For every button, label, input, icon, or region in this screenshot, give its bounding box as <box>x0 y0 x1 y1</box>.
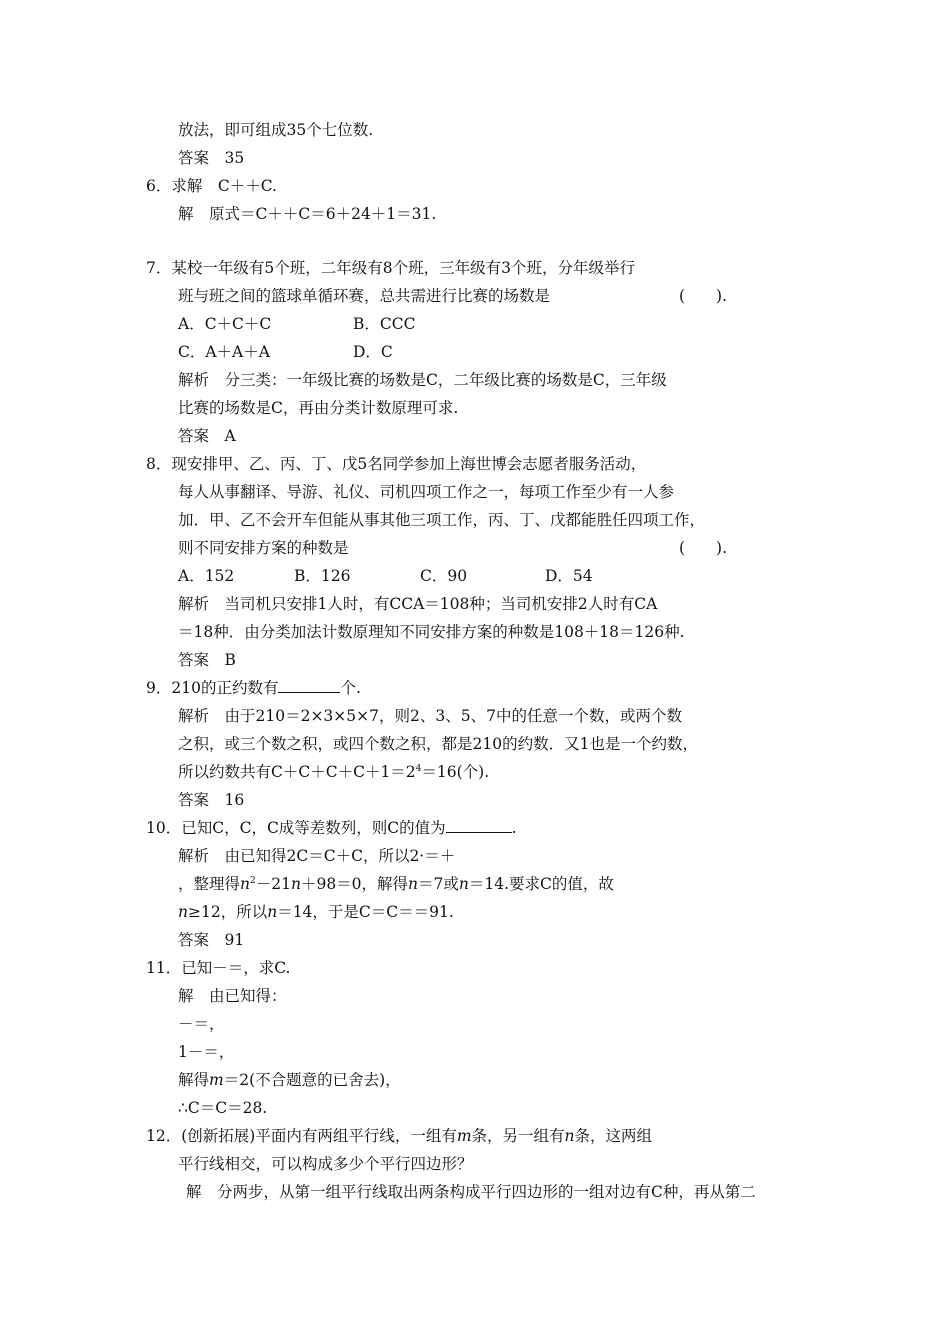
question-text: 个. <box>340 679 361 697</box>
answer-line: 答案 35 <box>178 149 245 167</box>
option-a: A．152 <box>178 567 235 585</box>
option-d: D．C <box>353 343 393 361</box>
solution-line: 解 由已知得： <box>178 987 287 1005</box>
analysis-line: 解析 分三类：一年级比赛的场数是C，二年级比赛的场数是C，三年级 <box>178 371 667 389</box>
analysis-line <box>178 874 614 894</box>
question-11: 11．已知－＝，求C. <box>146 959 291 977</box>
option-c: C．A＋A＋A <box>178 343 270 361</box>
variable-n: n <box>267 903 278 921</box>
exponent: 2 <box>250 876 256 886</box>
variable-n: n <box>564 1127 575 1145</box>
question-text: 9．210的正约数有 <box>146 679 279 697</box>
analysis-line <box>178 762 489 782</box>
solution-line <box>178 1070 401 1090</box>
analysis-line: ＝18种．由分类加法计数原理知不同安排方案的种数是108＋18＝126种. <box>178 623 685 641</box>
analysis-line: 解析 由已知得2C＝C＋C，所以2·＝＋ <box>178 847 456 865</box>
option-d: D．54 <box>545 567 593 585</box>
question-7: 7．某校一年级有5个班，二年级有8个班，三年级有3个班，分年级举行 <box>146 259 635 277</box>
question-10 <box>146 818 517 838</box>
option-a: A．C＋C＋C <box>178 315 272 333</box>
question-text: 条，另一组有 <box>471 1127 565 1145</box>
text-line: 加．甲、乙不会开车但能从事其他三项工作，丙、丁、戊都能胜任四项工作， <box>178 511 706 529</box>
analysis-text: ＋98＝0，解得 <box>300 875 409 893</box>
solution-text: 解得 <box>178 1071 210 1089</box>
variable-n: n <box>178 903 188 921</box>
text-line: 则不同安排方案的种数是 <box>178 539 349 557</box>
text-line: 班与班之间的篮球单循环赛，总共需进行比赛的场数是 <box>178 287 551 305</box>
solution-line: 解 分两步，从第一组平行线取出两条构成平行四边形的一组对边有C种，再从第二 <box>186 1183 756 1201</box>
fill-blank <box>278 678 340 693</box>
answer-line: 答案 16 <box>178 791 245 809</box>
answer-bracket: ( ). <box>679 287 728 305</box>
analysis-line <box>178 902 454 922</box>
solution-line: 解 原式＝C＋＋C＝6＋24＋1＝31. <box>178 205 437 223</box>
answer-line: 答案 91 <box>178 931 245 949</box>
fill-blank <box>446 818 512 833</box>
question-text: 10．已知C，C，C成等差数列，则C的值为 <box>146 819 446 837</box>
question-text: 条，这两组 <box>574 1127 653 1145</box>
variable-n: n <box>290 875 301 893</box>
option-b: B．126 <box>294 567 351 585</box>
question-6: 6．求解 C＋＋C. <box>146 177 277 195</box>
answer-line: 答案 B <box>178 651 236 669</box>
question-12 <box>146 1126 652 1146</box>
analysis-line: 解析 由于210＝2×3×5×7，则2、3、5、7中的任意一个数，或两个数 <box>178 707 682 725</box>
analysis-text: ＝7或 <box>418 875 459 893</box>
solution-line: －＝， <box>178 1015 225 1033</box>
solution-line: 1－＝， <box>178 1043 235 1061</box>
question-text: . <box>511 819 517 837</box>
analysis-text: ≥12，所以 <box>187 903 268 921</box>
answer-line: 答案 A <box>178 427 236 445</box>
text-line: 放法，即可组成35个七位数. <box>178 121 374 139</box>
text-line: 平行线相交，可以构成多少个平行四边形？ <box>178 1155 473 1173</box>
solution-line: ∴C＝C＝28. <box>178 1099 268 1117</box>
analysis-text: ，整理得 <box>178 875 241 893</box>
analysis-text: －21 <box>255 875 291 893</box>
analysis-line: 比赛的场数是C，再由分类计数原理可求. <box>178 399 459 417</box>
question-8: 8．现安排甲、乙、丙、丁、戊5名同学参加上海世博会志愿者服务活动， <box>146 455 647 473</box>
analysis-line: 解析 当司机只安排1人时，有CCA＝108种；当司机安排2人时有CA <box>178 595 658 613</box>
variable-n: n <box>458 875 469 893</box>
answer-bracket: ( ). <box>679 539 728 557</box>
analysis-line: 之积，或三个数之积，或四个数之积，都是210的约数．又1也是一个约数， <box>178 735 698 753</box>
analysis-text: ＝14.要求C的值，故 <box>468 875 614 893</box>
question-9 <box>146 678 361 698</box>
variable-n: n <box>408 875 419 893</box>
variable-m: m <box>209 1071 224 1089</box>
option-b: B．CCC <box>353 315 416 333</box>
variable-m: m <box>456 1127 472 1145</box>
option-c: C．90 <box>420 567 468 585</box>
text-line: 每人从事翻译、导游、礼仪、司机四项工作之一，每项工作至少有一人参 <box>178 483 675 501</box>
variable-n: n <box>240 875 250 893</box>
question-text: 12．(创新拓展)平面内有两组平行线，一组有 <box>146 1127 457 1145</box>
analysis-text: ＝14，于是C＝C＝＝91. <box>277 903 454 921</box>
exponent: 4 <box>415 764 422 774</box>
analysis-text: ＝16(个). <box>421 763 490 781</box>
solution-text: ＝2(不合题意的已舍去)， <box>223 1071 401 1089</box>
analysis-text: 所以约数共有C＋C＋C＋C＋1＝2 <box>178 763 416 781</box>
